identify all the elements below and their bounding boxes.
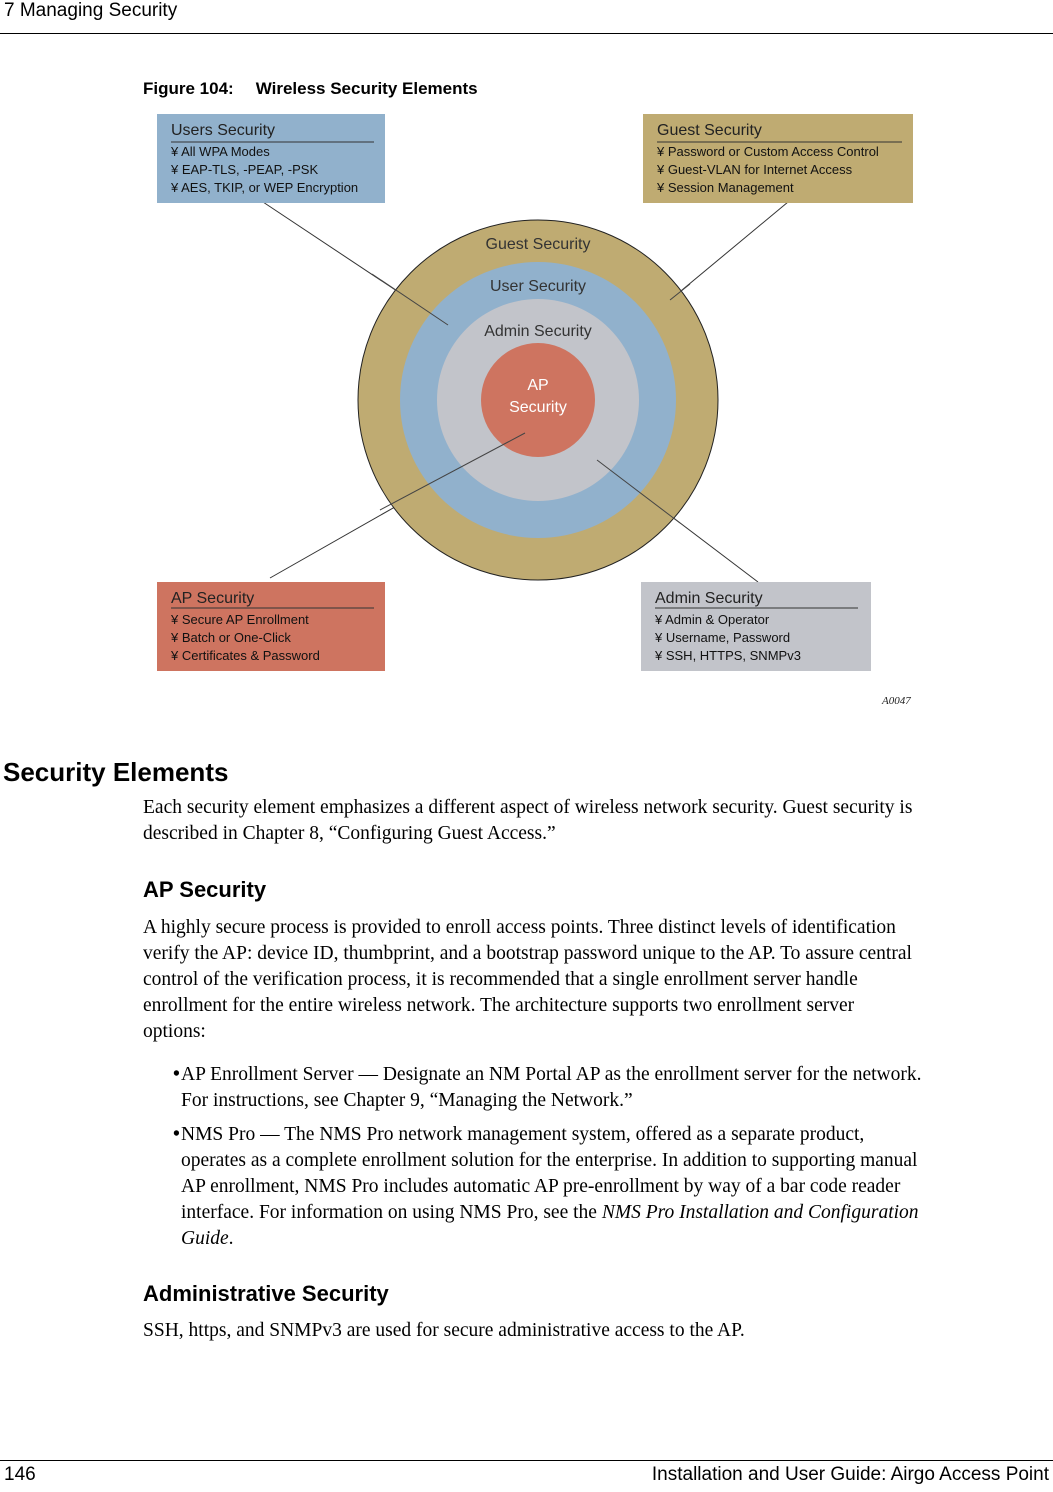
ring-label-admin: Admin Security — [484, 323, 592, 340]
bullet-icon: • — [173, 1124, 180, 1145]
users-box-item: ¥ All WPA Modes — [171, 144, 270, 159]
intro-line: described in Chapter 8, “Configuring Guest Access.” — [143, 823, 556, 844]
intro-paragraph — [143, 795, 1048, 847]
guide-title-italic: NMS Pro Installation and Configuration — [601, 1202, 919, 1223]
guest-box-title: Guest Security — [657, 122, 762, 139]
ap-security-heading: AP Security — [143, 877, 267, 902]
ap-box-title: AP Security — [171, 590, 255, 607]
admin-security-box — [641, 582, 871, 671]
guest-security-box — [643, 114, 913, 203]
bullet-text: . — [228, 1228, 234, 1249]
intro-line: Each security element emphasizes a different aspect of wireless network security. Guest security is — [143, 797, 913, 818]
ap-para-line: options: — [143, 1021, 206, 1042]
bullet-text: interface. For information on using NMS Pro, see the — [181, 1202, 602, 1223]
users-box-item: ¥ AES, TKIP, or WEP Encryption — [171, 180, 359, 195]
ring-label-guest: Guest Security — [485, 236, 591, 253]
figure-number: Figure 104: — [143, 79, 234, 98]
admin-box-item: ¥ SSH, HTTPS, SNMPv3 — [655, 648, 801, 663]
guest-box-item: ¥ Guest-VLAN for Internet Access — [657, 162, 853, 177]
ap-box-item: ¥ Certificates & Password — [171, 648, 320, 663]
admin-box-item: ¥ Username, Password — [655, 630, 791, 645]
ap-para-line: A highly secure process is provided to enroll access points. Three distinct levels of identification — [143, 917, 896, 938]
bullet-line: NMS Pro — The NMS Pro network management system, offered as a separate product, — [181, 1124, 865, 1145]
running-header: 7 Managing Security — [4, 0, 178, 21]
ap-para-line: control of the verification process, it is recommended that a single enrollment server handle — [143, 969, 858, 990]
bullet-line: operates as a complete enrollment solution for the enterprise. In addition to supporting manual — [181, 1150, 918, 1171]
bullet-line: For instructions, see Chapter 9, “Managing the Network.” — [181, 1090, 633, 1111]
figure-title: Wireless Security Elements — [255, 79, 478, 98]
users-security-box — [157, 114, 385, 203]
figure-id: A0047 — [882, 695, 911, 707]
page-number: 146 — [4, 1464, 36, 1485]
bullet-line — [181, 1200, 1048, 1226]
ap-box-item: ¥ Secure AP Enrollment — [171, 612, 309, 627]
users-box-title: Users Security — [171, 122, 276, 139]
ring-label-ap-1: AP — [527, 377, 549, 394]
ap-para-line: enrollment for the entire wireless network. The architecture supports two enrollment server — [143, 995, 855, 1016]
guide-title-italic: Guide — [181, 1228, 229, 1249]
admin-security-heading: Administrative Security — [143, 1281, 389, 1306]
bullet-line: AP Enrollment Server — Designate an NM Portal AP as the enrollment server for the network. — [181, 1064, 922, 1085]
bullet-line: AP enrollment, NMS Pro includes automatic AP pre-enrollment by way of a bar code reader — [181, 1176, 901, 1197]
header-rule — [0, 33, 1053, 34]
admin-security-paragraph: SSH, https, and SNMPv3 are used for secure administrative access to the AP. — [143, 1320, 745, 1341]
ring-label-ap-2: Security — [509, 399, 567, 416]
ap-security-box — [157, 582, 385, 671]
footer-rule — [0, 1460, 1053, 1461]
admin-box-item: ¥ Admin & Operator — [655, 612, 770, 627]
section-heading: Security Elements — [3, 757, 229, 787]
users-box-item: ¥ EAP-TLS, -PEAP, -PSK — [171, 162, 319, 177]
guest-box-item: ¥ Password or Custom Access Control — [657, 144, 879, 159]
figure-caption — [143, 79, 478, 99]
ap-box-item: ¥ Batch or One-Click — [171, 630, 291, 645]
ap-para-line: verify the AP: device ID, thumbprint, and a bootstrap password unique to the AP. To assure central — [143, 943, 912, 964]
ap-security-paragraph — [143, 915, 1048, 1045]
guide-title: Installation and User Guide: Airgo Access Point — [651, 1464, 1049, 1485]
bullet-line — [181, 1226, 1048, 1252]
security-elements-diagram — [0, 100, 1053, 720]
admin-box-title: Admin Security — [655, 590, 763, 607]
bullet-icon: • — [173, 1064, 180, 1085]
ring-label-user: User Security — [489, 278, 587, 295]
guest-box-item: ¥ Session Management — [657, 180, 794, 195]
